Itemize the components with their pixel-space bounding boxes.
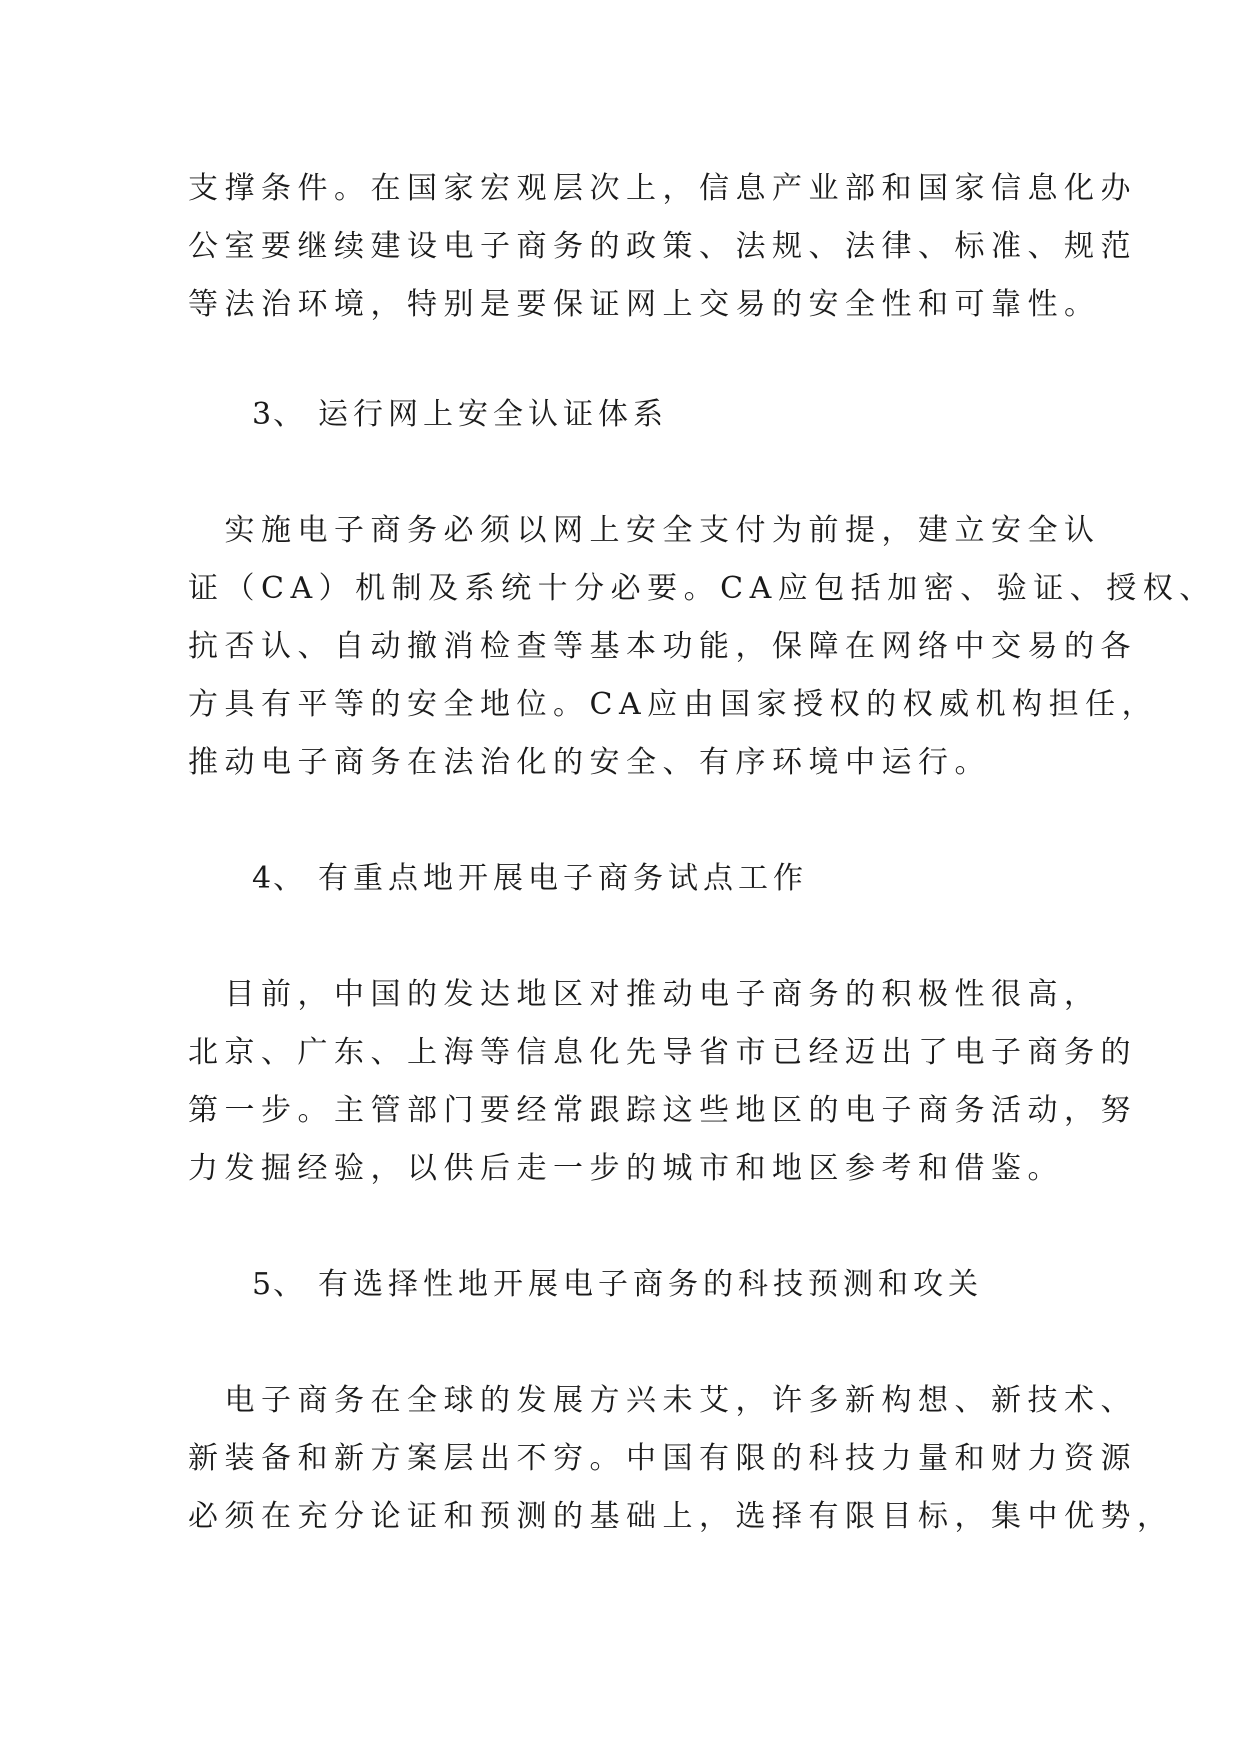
section-heading-5 (188, 1256, 1068, 1314)
paragraph-spacer (188, 1198, 1068, 1256)
text-line: 推动电子商务在法治化的安全、有序环境中运行。 (188, 745, 991, 780)
paragraph-ca-system (188, 502, 1216, 792)
text-line: 实施电子商务必须以网上安全支付为前提，建立安全认 (188, 513, 1101, 548)
text-line: 第一步。主管部门要经常跟踪这些地区的电子商务活动，努 (188, 1093, 1137, 1128)
section-number: 4、 (252, 861, 306, 896)
section-title: 运行网上安全认证体系 (318, 397, 668, 432)
paragraph-tech-forecast (188, 1372, 1174, 1546)
text-line: 北京、广东、上海等信息化先导省市已经迈出了电子商务的 (188, 1035, 1137, 1070)
paragraph-spacer (188, 1314, 1068, 1372)
paragraph-pilot-regions (188, 966, 1137, 1198)
section-heading-4 (188, 850, 1068, 908)
text-line: 必须在充分论证和预测的基础上，选择有限目标，集中优势， (188, 1499, 1174, 1534)
text-line: 力发掘经验，以供后走一步的城市和地区参考和借鉴。 (188, 1151, 1064, 1186)
paragraph-support-conditions (188, 160, 1137, 334)
document-page (188, 160, 1216, 1546)
section-title: 有重点地开展电子商务试点工作 (318, 861, 808, 896)
paragraph-spacer (188, 908, 1068, 966)
section-heading-3 (188, 386, 1068, 444)
text-line: 新装备和新方案层出不穷。中国有限的科技力量和财力资源 (188, 1441, 1137, 1476)
text-line: 公室要继续建设电子商务的政策、法规、法律、标准、规范 (188, 229, 1137, 264)
text-line: 目前，中国的发达地区对推动电子商务的积极性很高， (188, 977, 1101, 1012)
text-line: 证（CA）机制及系统十分必要。CA应包括加密、验证、授权、 (188, 571, 1216, 606)
text-line: 等法治环境，特别是要保证网上交易的安全性和可靠性。 (188, 287, 1101, 322)
section-title: 有选择性地开展电子商务的科技预测和攻关 (318, 1267, 983, 1302)
paragraph-spacer (188, 792, 1068, 850)
text-line: 电子商务在全球的发展方兴未艾，许多新构想、新技术、 (188, 1383, 1137, 1418)
text-line: 支撑条件。在国家宏观层次上，信息产业部和国家信息化办 (188, 171, 1137, 206)
paragraph-spacer (188, 334, 1068, 386)
section-number: 3、 (252, 397, 306, 432)
section-number: 5、 (252, 1267, 306, 1302)
text-line: 抗否认、自动撤消检查等基本功能，保障在网络中交易的各 (188, 629, 1137, 664)
text-line: 方具有平等的安全地位。CA应由国家授权的权威机构担任， (188, 687, 1159, 722)
paragraph-spacer (188, 444, 1068, 502)
